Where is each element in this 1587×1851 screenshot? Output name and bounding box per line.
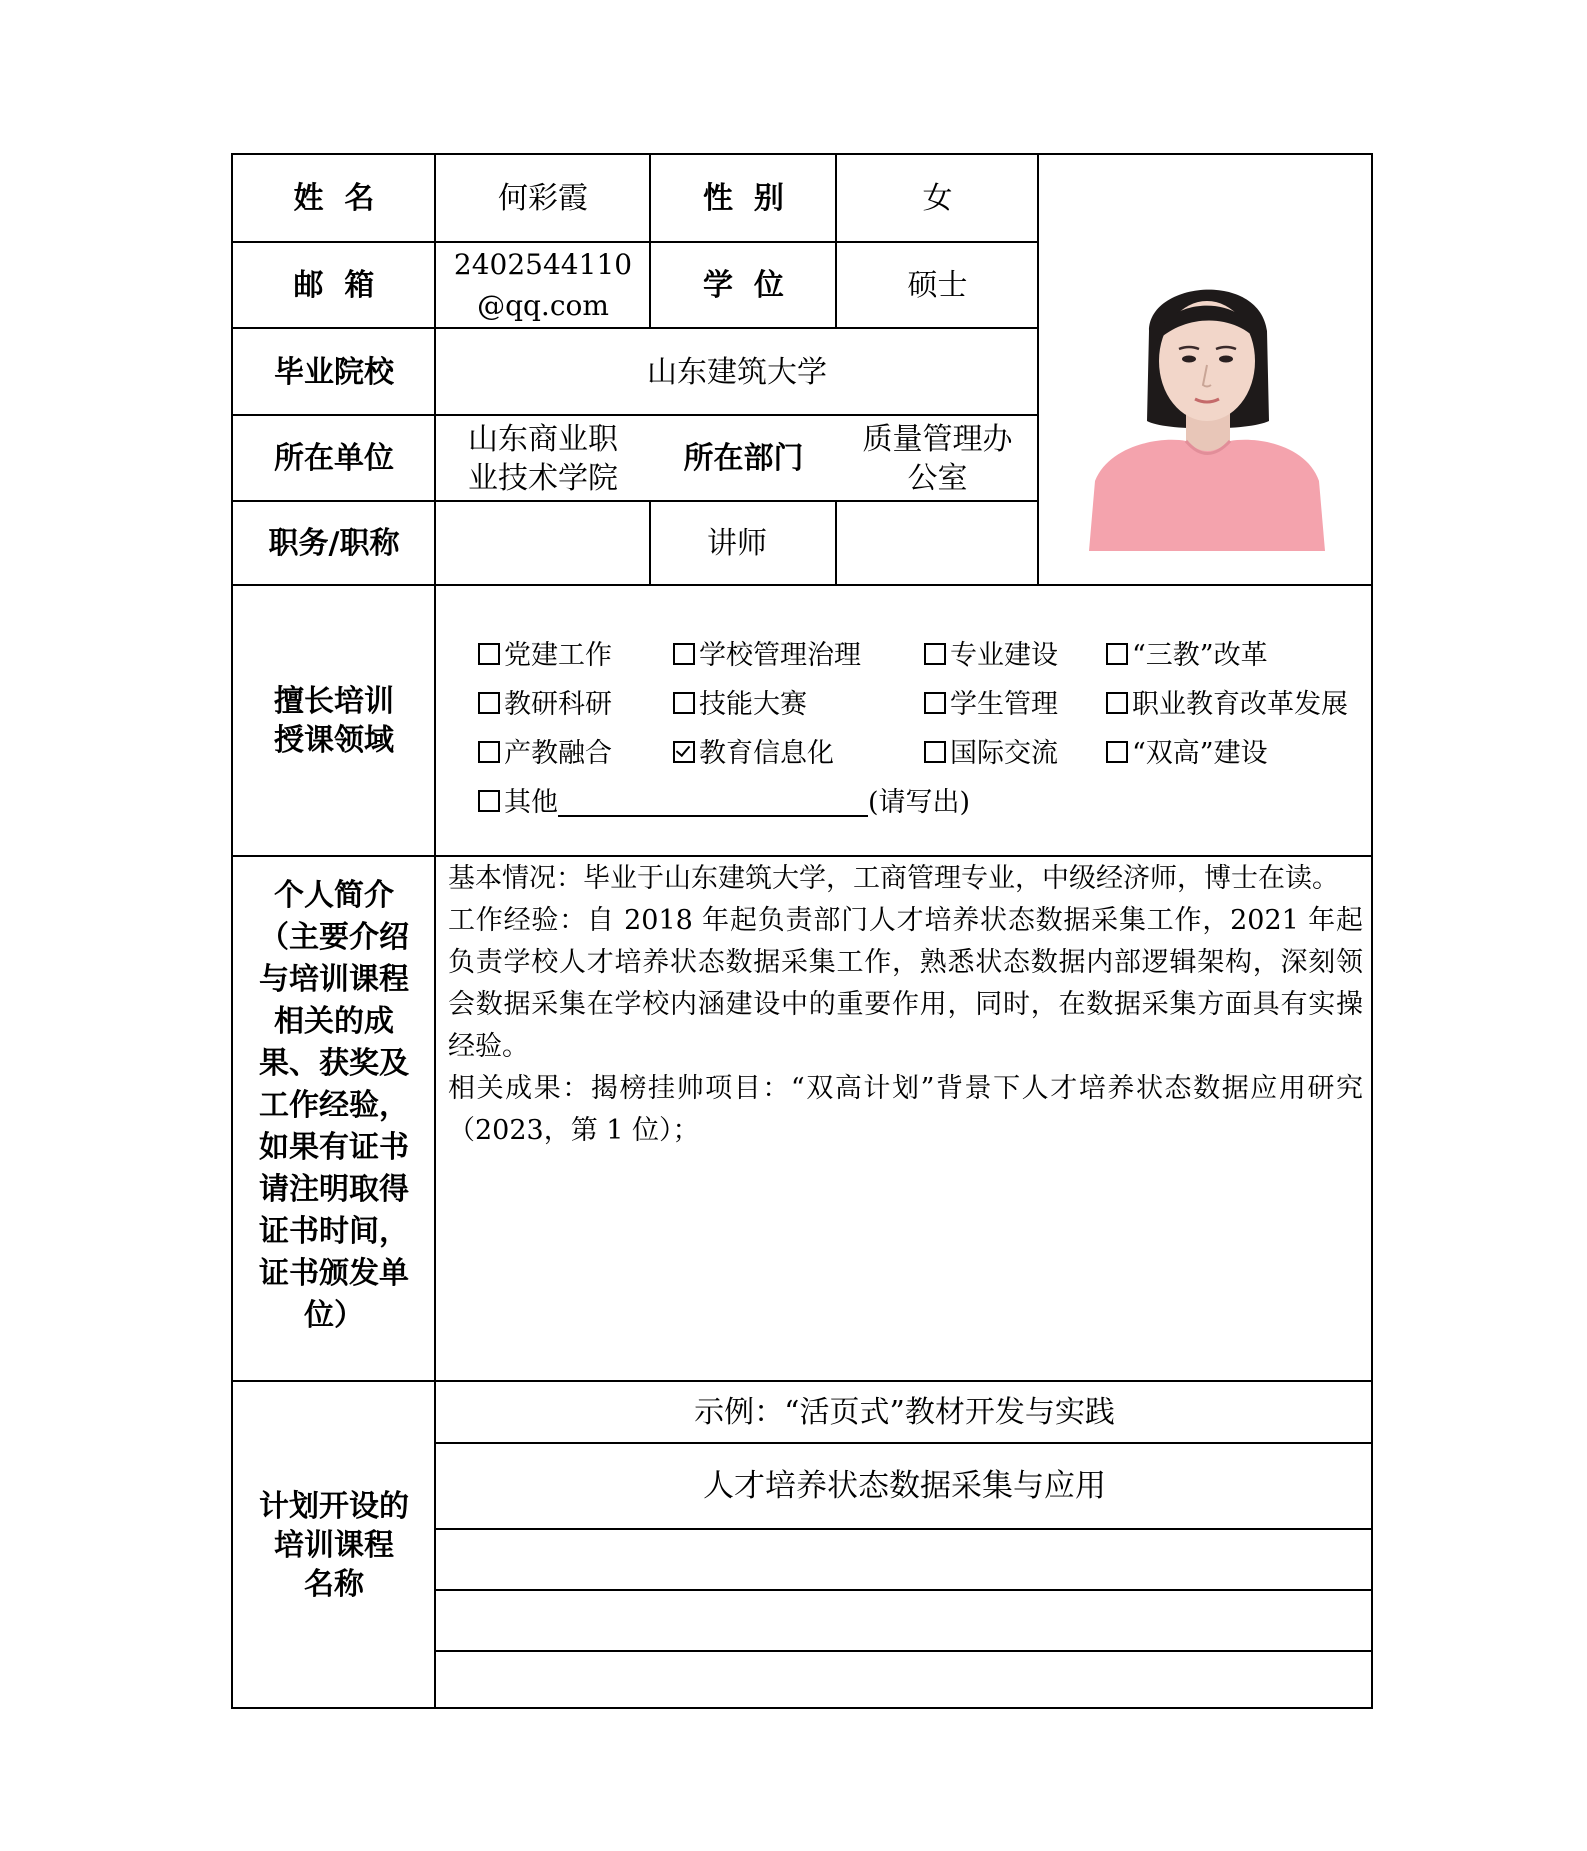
courses-label-line: 培训课程 [274, 1528, 394, 1563]
name-value: 何彩霞 [498, 181, 588, 216]
option-three-teaching-reform[interactable] [1106, 633, 1268, 672]
option-label: 党建工作 [504, 640, 612, 671]
checkbox-icon [924, 741, 946, 763]
email-value [436, 243, 650, 328]
email-label: 邮 箱 [293, 268, 375, 303]
fields-label-line: 授课领域 [274, 723, 394, 758]
other-input-line[interactable] [558, 785, 868, 817]
option-label: 产教融合 [504, 738, 612, 769]
course-item-2[interactable] [436, 1530, 1373, 1590]
option-label: 教研科研 [504, 689, 612, 720]
course-example: 示例：“活页式”教材开发与实践 [694, 1395, 1115, 1430]
unit-label: 所在单位 [274, 441, 394, 476]
option-teaching-research[interactable] [478, 682, 612, 721]
title-label: 职务/职称 [268, 526, 400, 561]
option-label: 学校管理治理 [699, 640, 861, 671]
title-value: 讲师 [707, 526, 767, 561]
email-line: 2402544110 [453, 247, 633, 281]
checkbox-icon [478, 643, 500, 665]
dept-label: 所在部门 [683, 441, 804, 476]
school-value: 山东建筑大学 [647, 354, 827, 390]
option-label: 国际交流 [950, 738, 1058, 769]
option-label: 学生管理 [950, 689, 1058, 720]
intro-label-text: 个人简介（主要介绍与培训课程相关的成果、获奖及工作经验，如果有证书请注明取得证书时间，证书颁发单位） [259, 878, 409, 1333]
checkbox-icon [478, 741, 500, 763]
unit-line: 业技术学院 [468, 460, 618, 496]
intro-content [448, 858, 1363, 1152]
intro-basic: 基本情况：毕业于山东建筑大学，工商管理专业，中级经济师，博士在读。 [448, 863, 1339, 894]
dept-line: 质量管理办 [862, 421, 1013, 457]
option-vocational-reform[interactable] [1106, 682, 1348, 721]
gender-value: 女 [922, 181, 953, 216]
option-skill-competition[interactable] [673, 682, 807, 721]
portrait-icon [1069, 261, 1343, 551]
checkbox-icon [478, 790, 500, 812]
portrait-photo [1069, 261, 1343, 551]
option-label: 教育信息化 [699, 738, 834, 769]
option-label: 技能大赛 [699, 689, 807, 720]
intro-achievements: 相关成果：揭榜挂帅项目：“双高计划”背景下人才培养状态数据应用研究（2023，第 1 位）； [448, 1073, 1363, 1146]
courses-label-line: 名称 [304, 1567, 364, 1602]
option-student-management[interactable] [924, 682, 1058, 721]
courses-label [233, 1382, 435, 1709]
fields-label [233, 586, 435, 856]
option-international-exchange[interactable] [924, 731, 1058, 770]
option-double-high[interactable] [1106, 731, 1268, 770]
course-item-1[interactable]: 人才培养状态数据采集与应用 [703, 1468, 1106, 1505]
email-line: @qq.com [477, 288, 609, 322]
course-item-3[interactable] [436, 1591, 1373, 1651]
checkbox-icon [924, 692, 946, 714]
courses-label-line: 计划开设的 [259, 1489, 409, 1524]
checkbox-icon [673, 692, 695, 714]
unit-line: 山东商业职 [468, 421, 618, 457]
school-label: 毕业院校 [274, 354, 394, 390]
option-label: 职业教育改革发展 [1132, 689, 1348, 720]
registration-form [231, 153, 1373, 1709]
other-hint: (请写出) [868, 787, 971, 818]
gender-label: 性 别 [703, 181, 784, 216]
checked-checkbox-icon [673, 741, 695, 763]
option-label: “三教”改革 [1132, 640, 1268, 671]
checkbox-icon [1106, 643, 1128, 665]
option-industry-education[interactable] [478, 731, 612, 770]
checkbox-icon [673, 643, 695, 665]
checkbox-icon [924, 643, 946, 665]
dept-value [837, 416, 1038, 501]
name-label: 姓 名 [293, 181, 375, 216]
unit-value [436, 416, 650, 501]
option-school-governance[interactable] [673, 633, 861, 672]
option-major-construction[interactable] [924, 633, 1058, 672]
course-item-4[interactable] [436, 1652, 1373, 1709]
fields-options [436, 586, 1373, 856]
intro-label [249, 875, 419, 1337]
option-party-building[interactable] [478, 633, 612, 672]
dept-line: 公室 [907, 460, 968, 496]
option-education-informatization[interactable] [673, 731, 834, 770]
fields-label-line: 擅长培训 [274, 684, 394, 719]
checkbox-icon [1106, 741, 1128, 763]
option-label: 专业建设 [950, 640, 1058, 671]
option-other[interactable] [478, 780, 970, 819]
degree-label: 学 位 [703, 268, 784, 303]
degree-value: 硕士 [907, 268, 968, 303]
option-label: “双高”建设 [1132, 738, 1268, 769]
option-label: 其他 [504, 787, 558, 818]
checkbox-icon [1106, 692, 1128, 714]
checkbox-icon [478, 692, 500, 714]
intro-work: 工作经验：自 2018 年起负责部门人才培养状态数据采集工作，2021 年起负责学校人才培养状态数据采集工作，熟悉状态数据内部逻辑架构，深刻领会数据采集在学校内涵建设中的重要作用，同时，在数据采集方面具有实操经验。 [448, 905, 1363, 1062]
